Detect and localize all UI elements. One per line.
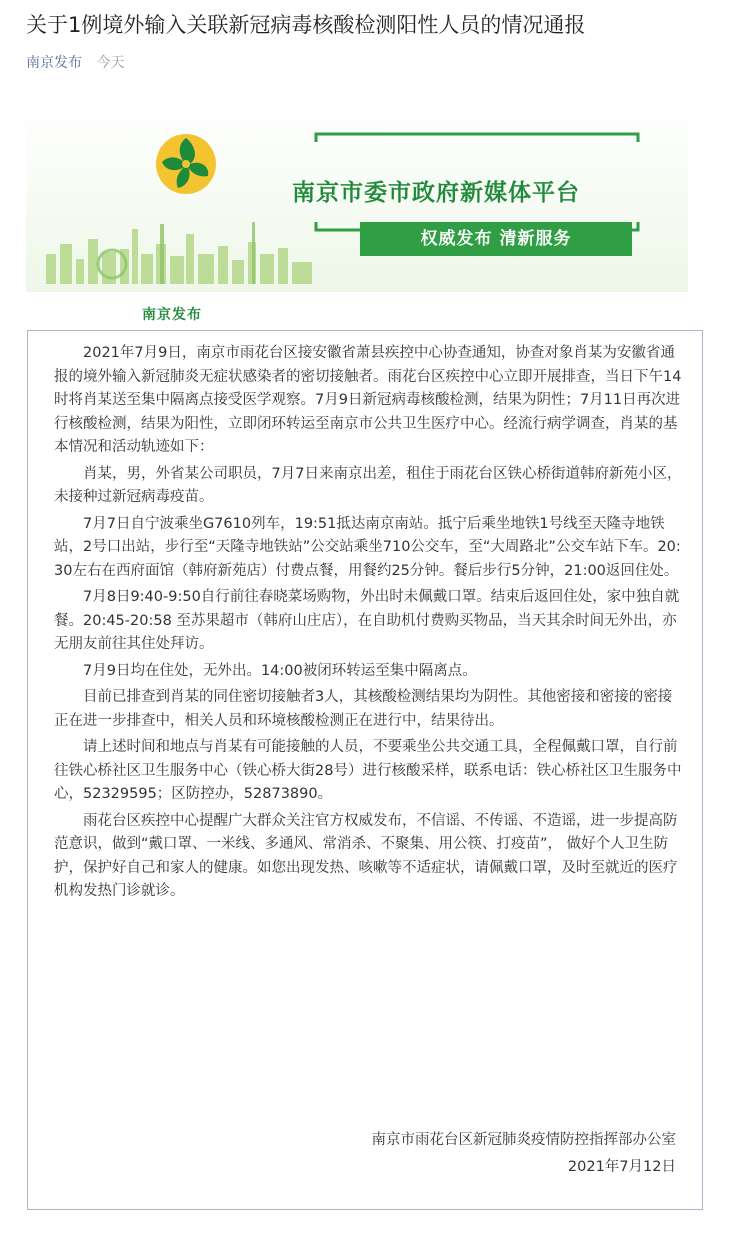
nanjing-logo-icon [156,134,216,194]
paragraph: 雨花台区疾控中心提醒广大群众关注官方权威发布，不信谣、不传谣、不造谣，进一步提高防范意识，做到“戴口罩、一米线、多通风、常消杀、不聚集、用公筷、打疫苗”， 做好个人卫生防护，保护好自己和家人的健康。如您出现发热、咳嗽等不适症状，请佩戴口罩，及时至就近的医疗机构发热门诊就诊。 [54,812,678,899]
banner-subtitle: 权威发布 清新服务 [360,222,632,256]
paragraph: 请上述时间和地点与肖某有可能接触的人员，不要乘坐公共交通工具，全程佩戴口罩，自行前往铁心桥社区卫生服务中心（铁心桥大街28号）进行核酸采样，联系电话：铁心桥社区卫生服务中心，52329595；区防控办，52873890。 [54,739,682,802]
article-title: 关于1例境外输入关联新冠病毒核酸检测阳性人员的情况通报 [26,13,586,37]
signature-date: 2021年7月12日 [567,1159,676,1175]
banner-image [26,104,688,323]
paragraph: 7月9日均在住处，无外出。14:00被闭环转运至集中隔离点。 [83,662,477,679]
paragraph: 目前已排查到肖某的同住密切接触者3人，其核酸检测结果均为阴性。其他密接和密接的密接正在进一步排查中，相关人员和环境核酸检测正在进行中，结果待出。 [54,689,673,729]
signature-org: 南京市雨花台区新冠肺炎疫情防控指挥部办公室 [371,1132,676,1148]
publish-time: 今天 [96,55,125,71]
paragraph: 7月7日自宁波乘坐G7610列车，19:51抵达南京南站。抵宁后乘坐地铁1号线至天隆寺地铁站，2号口出站，步行至“天隆寺地铁站”公交站乘坐710公交车，至“大周路北”公交车站下车。20:30左右在西府面馆（韩府新苑店）付费点餐，用餐约25分钟。餐后步行5分钟，21:00返回住处。 [54,515,681,579]
logo-text: 南京发布 [142,307,202,323]
paragraph: 2021年7月9日，南京市雨花台区接安徽省萧县疾控中心协查通知，协查对象肖某为安徽省通报的境外输入新冠肺炎无症状感染者的密切接触者。雨花台区疾控中心立即开展排查，当日下午14时将肖某送至集中隔离点接受医学观察。7月9日新冠病毒核酸检测，结果为阴性；7月11日再次进行核酸检测，结果为阳性，立即闭环转运至南京市公共卫生医疗中心。经流行病学调查，肖某的基本情况和活动轨迹如下： [54,345,682,455]
article-meta [26,54,124,72]
paragraph: 肖某，男，外省某公司职员，7月7日来南京出差，租住于雨花台区铁心桥街道韩府新苑小区，未接种过新冠病毒疫苗。 [54,465,682,505]
banner-title: 南京市委市政府新媒体平台 [292,180,580,206]
account-name-link[interactable]: 南京发布 [26,55,82,71]
article-body [54,342,682,907]
paragraph: 7月8日9:40-9:50自行前往春晓菜场购物，外出时未佩戴口罩。结束后返回住处，家中独自就餐。20:45-20:58 至苏果超市（韩府山庄店），在自助机付费购买物品，当天其余时间无外出，亦无朋友前往其住处拜访。 [54,589,680,652]
signature-block [372,1127,677,1181]
